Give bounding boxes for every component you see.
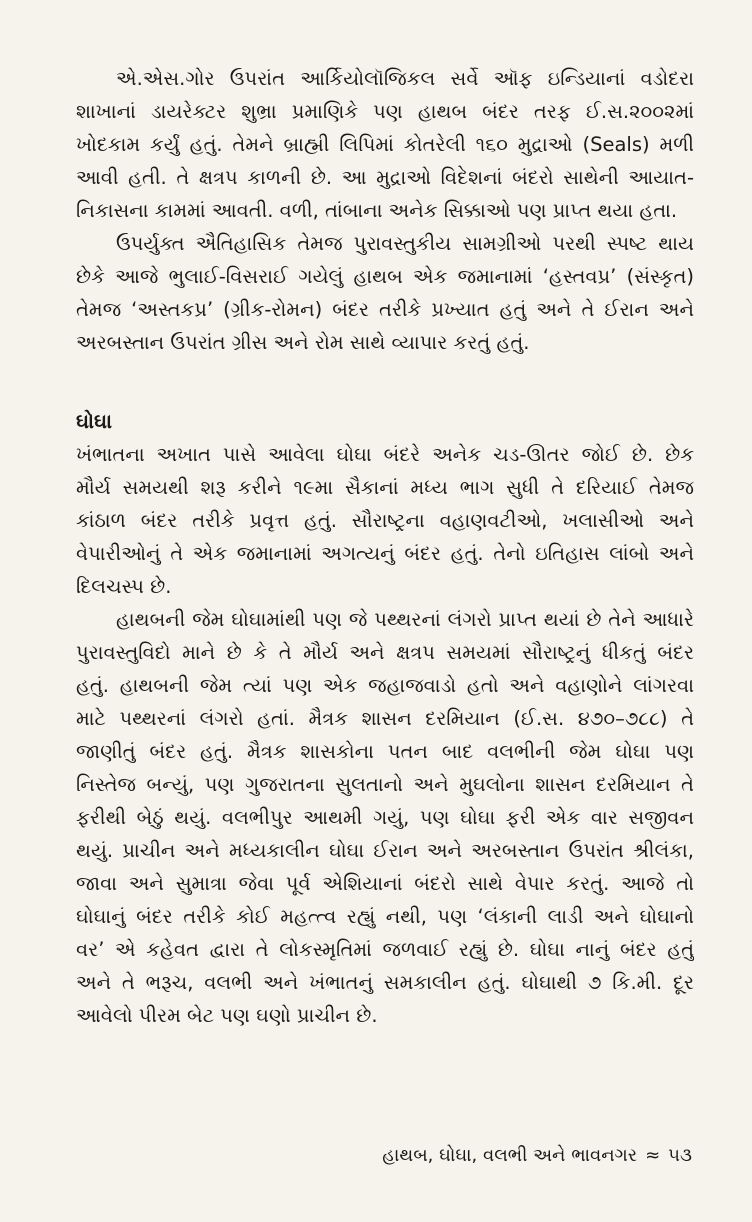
text-line: ઘોઘાનું બંદર તરીકે કોઈ મહત્ત્વ રહ્યું નથી, પણ ‘લંકાની લાડી અને ઘોઘાનો bbox=[76, 905, 694, 928]
section-spacer bbox=[76, 359, 694, 399]
page-footer bbox=[382, 1143, 692, 1169]
page-number: ૫૩ bbox=[668, 1145, 692, 1166]
text-line: હતું. હાથબની જેમ ત્યાં પણ એક જહાજવાડો હતો અને વહાણોને લાંગરવા bbox=[76, 674, 694, 697]
section-heading: ઘોઘા bbox=[76, 409, 113, 433]
text-line: નિકાસના કામમાં આવતી. વળી, તાંબાના અનેક સિક્કાઓ પણ પ્રાપ્ત થયા હતા. bbox=[76, 199, 678, 222]
text-line: અને તે ભરૂચ, વલભી અને ખંભાતનું સમકાલીન હતું. ઘોઘાથી ૭ કિ.મી. દૂર bbox=[76, 971, 694, 994]
text-line: ખોદકામ કર્યું હતું. તેમને બ્રાહ્મી લિપિમાં કોતરેલી ૧૬૦ મુદ્રાઓ (Seals) મળી bbox=[76, 133, 694, 156]
text-line: ફરીથી બેઠું થયું. વલભીપુર આથમી ગયું, પણ ઘોઘા ફરી એક વાર સજીવન bbox=[76, 806, 694, 829]
text-line: તેમજ ‘અસ્તકપ્ર’ (ગ્રીક-રોમન) બંદર તરીકે પ્રખ્યાત હતું અને તે ઈરાન અને bbox=[76, 298, 694, 321]
text-line: થયું. પ્રાચીન અને મધ્યકાલીન ઘોઘા ઈરાન અને અરબસ્તાન ઉપરાંત શ્રીલંકા, bbox=[76, 839, 694, 862]
text-line: વેપારીઓનું તે એક જમાનામાં અગત્યનું બંદર હતું. તેનો ઇતિહાસ લાંબો અને bbox=[76, 542, 694, 565]
text-line: એ.એસ.ગોર ઉપરાંત આર્કિયોલૉજિકલ સર્વે ઑફ ઇન્ડિયાનાં વડોદરા bbox=[116, 67, 694, 90]
text-line: શાખાનાં ડાયરેક્ટર શુભ્રા પ્રમાણિકે પણ હાથબ બંદર તરફ ઈ.સ.૨૦૦૨માં bbox=[76, 100, 694, 123]
text-line: પુરાવસ્તુવિદો માને છે કે તે મૌર્ય અને ક્ષત્રપ સમયમાં સૌરાષ્ટ્રનું ધીકતું બંદર bbox=[76, 641, 694, 664]
text-line: છેકે આજે ભુલાઈ-વિસરાઈ ગયેલું હાથબ એક જમાનામાં ‘હસ્તવપ્ર’ (સંસ્કૃત) bbox=[76, 265, 694, 288]
text-line: ઉપર્યુક્ત ઐતિહાસિક તેમજ પુરાવસ્તુકીય સામગ્રીઓ પરથી સ્પષ્ટ થાય bbox=[116, 232, 694, 255]
text-line: વર’ એ કહેવત દ્વારા તે લોકસ્મૃતિમાં જળવાઈ રહ્યું છે. ઘોઘા નાનું બંદર હતું bbox=[76, 938, 694, 961]
text-line: આવી હતી. તે ક્ષત્રપ કાળની છે. આ મુદ્રાઓ વિદેશનાં બંદરો સાથેની આયાત- bbox=[76, 166, 694, 189]
text-line: જાવા અને સુમાત્રા જેવા પૂર્વ એશિયાનાં બંદરો સાથે વેપાર કરતું. આજે તો bbox=[76, 872, 694, 895]
paragraph bbox=[76, 438, 694, 603]
text-line: આવેલો પીરમ બેટ પણ ઘણો પ્રાચીન છે. bbox=[76, 1004, 378, 1027]
text-line: અરબસ્તાન ઉપરાંત ગ્રીસ અને રોમ સાથે વ્યાપાર કરતું હતું. bbox=[76, 331, 530, 354]
approx-separator-icon: ≈ bbox=[645, 1145, 661, 1166]
text-line: નિસ્તેજ બન્યું, પણ ગુજરાતના સુલતાનો અને મુઘલોના શાસન દરમિયાન તે bbox=[76, 773, 694, 796]
text-line: માટે પથ્થરનાં લંગરો હતાં. મૈત્રક શાસન દરમિયાન (ઈ.સ. ૪૭૦–૭૮૮) તે bbox=[76, 707, 694, 730]
text-line: કાંઠાળ બંદર તરીકે પ્રવૃત્ત હતું. સૌરાષ્ટ્રના વહાણવટીઓ, ખલાસીઓ અને bbox=[76, 509, 694, 532]
running-title: હાથબ, ઘોઘા, વલભી અને ભાવનગર bbox=[382, 1145, 638, 1166]
text-line: હાથબની જેમ ઘોઘામાંથી પણ જે પથ્થરનાં લંગરો પ્રાપ્ત થયાં છે તેને આધારે bbox=[116, 608, 694, 631]
text-line: મૌર્ય સમયથી શરૂ કરીને ૧૯મા સૈકાનાં મધ્ય ભાગ સુધી તે દરિયાઈ તેમજ bbox=[76, 476, 694, 499]
paragraph bbox=[76, 62, 694, 227]
text-line: ખંભાતના અખાત પાસે આવેલા ઘોઘા બંદરે અનેક ચડ-ઊતર જોઈ છે. છેક bbox=[76, 443, 694, 466]
paragraph bbox=[76, 603, 694, 1032]
text-line: જાણીતું બંદર હતું. મૈત્રક શાસકોના પતન બાદ વલભીની જેમ ઘોઘા પણ bbox=[76, 740, 694, 763]
paragraph bbox=[76, 227, 694, 359]
text-line: દિલચસ્પ છે. bbox=[76, 575, 172, 598]
